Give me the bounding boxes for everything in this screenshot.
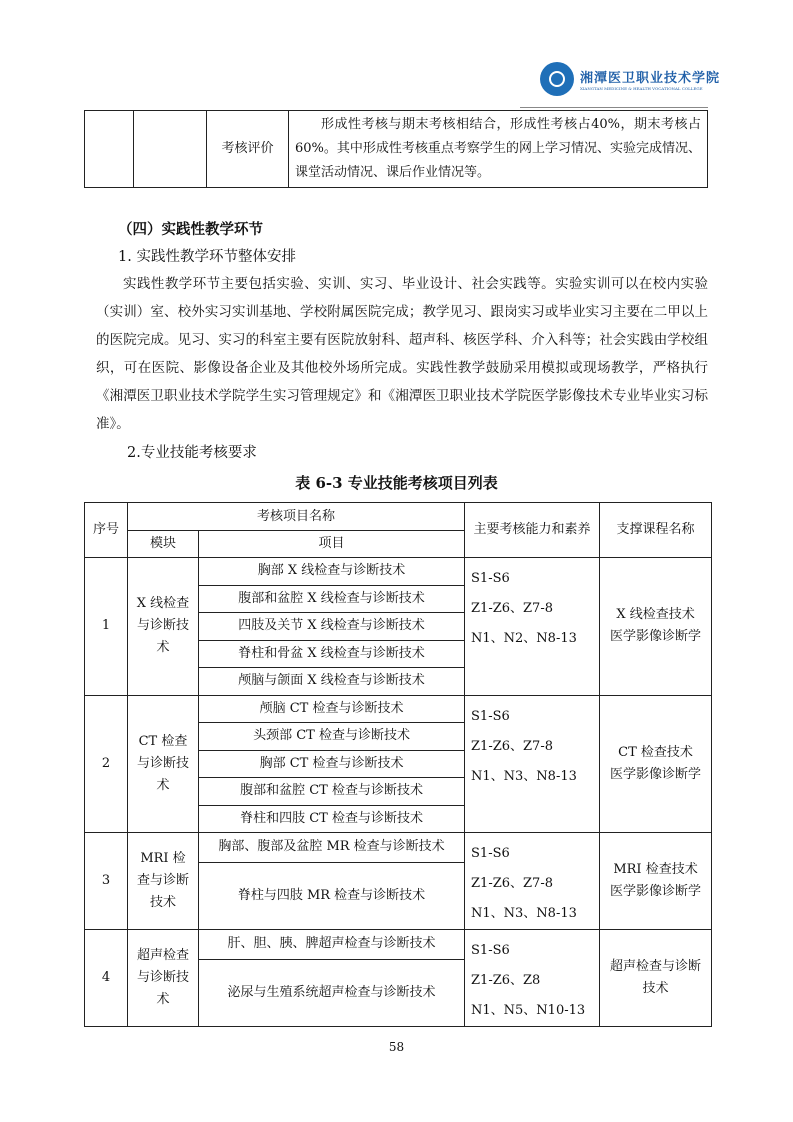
logo-cn: 湘潭医卫职业技术学院 [580,71,721,86]
item-name: 脊柱和四肢 CT 检查与诊断技术 [199,805,465,833]
item-name: 腹部和盆腔 X 线检查与诊断技术 [199,585,465,613]
assessment-text: 形成性考核与期末考核相结合，形成性考核占40%，期末考核占60%。其中形成性考核重点考察学生的网上学习情况、实验完成情况、课堂活动情况、课后作业情况等。 [289,111,708,188]
header-rule [520,107,708,108]
header-course: 支撑课程名称 [600,503,712,558]
item-name: 四肢及关节 X 线检查与诊断技术 [199,613,465,641]
item-name: 胸部 CT 检查与诊断技术 [199,750,465,778]
table-row [85,833,712,863]
header-row [85,503,712,531]
item-name: 脊柱与四肢 MR 检查与诊断技术 [199,862,465,929]
skills-table [84,502,712,1027]
ability-code: N1、N5、N10-13 [471,1003,586,1018]
item-name: 脊柱和骨盆 X 线检查与诊断技术 [199,640,465,668]
ability-code: N1、N2、N8-13 [471,631,577,646]
module-name: CT 检查与诊断技术 [128,695,199,833]
course-name: CT 检查技术 医学影像诊断学 [600,695,712,833]
college-seal-icon [540,62,574,96]
row-number: 3 [85,833,128,930]
ability-code: Z1-Z6、Z8 [471,973,541,988]
ability-code: S1-S6 [471,708,510,724]
subheading-1: 1. 实践性教学环节整体安排 [118,249,296,265]
table-title: 表 6-3 专业技能考核项目列表 [295,474,498,492]
college-logo [540,62,720,96]
header-item: 项目 [199,531,465,558]
item-name: 腹部和盆腔 CT 检查与诊断技术 [199,778,465,806]
ability-code: S1-S6 [471,846,510,861]
ability-code: N1、N3、N8-13 [471,768,577,784]
ability-code: S1-S6 [471,571,510,586]
paragraph-1: 实践性教学环节主要包括实验、实训、实习、毕业设计、社会实践等。实验实训可以在校内实验（实训）室、校外实习实训基地、学校附属医院完成；教学见习、跟岗实习或毕业实习主要在二甲以上的医院完成。见习、实习的科室主要有医院放射科、超声科、核医学科、介入科等；社会实践由学校组织，可在医院、影像设备企业及其他校外场所完成。实践性教学鼓励采用模拟或现场教学，严格执行《湘潭医卫职业技术学院学生实习管理规定》和《湘潭医卫职业技术学院医学影像技术专业毕业实习标准》。 [96,276,708,432]
ability-code: Z1-Z6、Z7-8 [471,601,553,616]
section-heading: （四）实践性教学环节 [118,221,263,238]
table-row [85,558,712,586]
page-number: 58 [388,1040,405,1054]
item-name: 胸部 X 线检查与诊断技术 [199,558,465,586]
header-name: 考核项目名称 [128,503,465,531]
table-row [85,695,712,723]
ability-codes [465,833,600,930]
ability-codes [465,695,600,833]
ability-code: Z1-Z6、Z7-8 [471,876,553,891]
module-name: MRI 检查与诊断技术 [128,833,199,930]
module-name: X 线检查与诊断技术 [128,558,199,696]
item-name: 颅脑与颌面 X 线检查与诊断技术 [199,668,465,696]
table-row [85,930,712,960]
ability-code: S1-S6 [471,943,510,958]
row-number: 1 [85,558,128,696]
item-name: 胸部、腹部及盆腔 MR 检查与诊断技术 [199,833,465,863]
header-ability: 主要考核能力和素养 [465,503,600,558]
ability-codes [465,930,600,1027]
row-number: 2 [85,695,128,833]
ability-code: Z1-Z6、Z7-8 [471,738,553,754]
item-name: 肝、胆、胰、脾超声检查与诊断技术 [199,930,465,960]
assessment-table [84,110,708,188]
logo-en: XIANGTAN MEDICINE & HEALTH VOCATIONAL COLLEGE [580,86,703,91]
module-name: 超声检查与诊断技术 [128,930,199,1027]
subheading-2: 2.专业技能考核要求 [127,445,257,461]
course-name: X 线检查技术 医学影像诊断学 [600,558,712,696]
assessment-label: 考核评价 [207,111,289,188]
item-name: 颅脑 CT 检查与诊断技术 [199,695,465,723]
item-name: 泌尿与生殖系统超声检查与诊断技术 [199,959,465,1026]
course-name: MRI 检查技术 医学影像诊断学 [600,833,712,930]
item-name: 头颈部 CT 检查与诊断技术 [199,723,465,751]
course-name: 超声检查与诊断技术 [600,930,712,1027]
ability-code: N1、N3、N8-13 [471,906,577,921]
header-no: 序号 [85,503,128,558]
row-number: 4 [85,930,128,1027]
ability-codes [465,558,600,696]
header-module: 模块 [128,531,199,558]
